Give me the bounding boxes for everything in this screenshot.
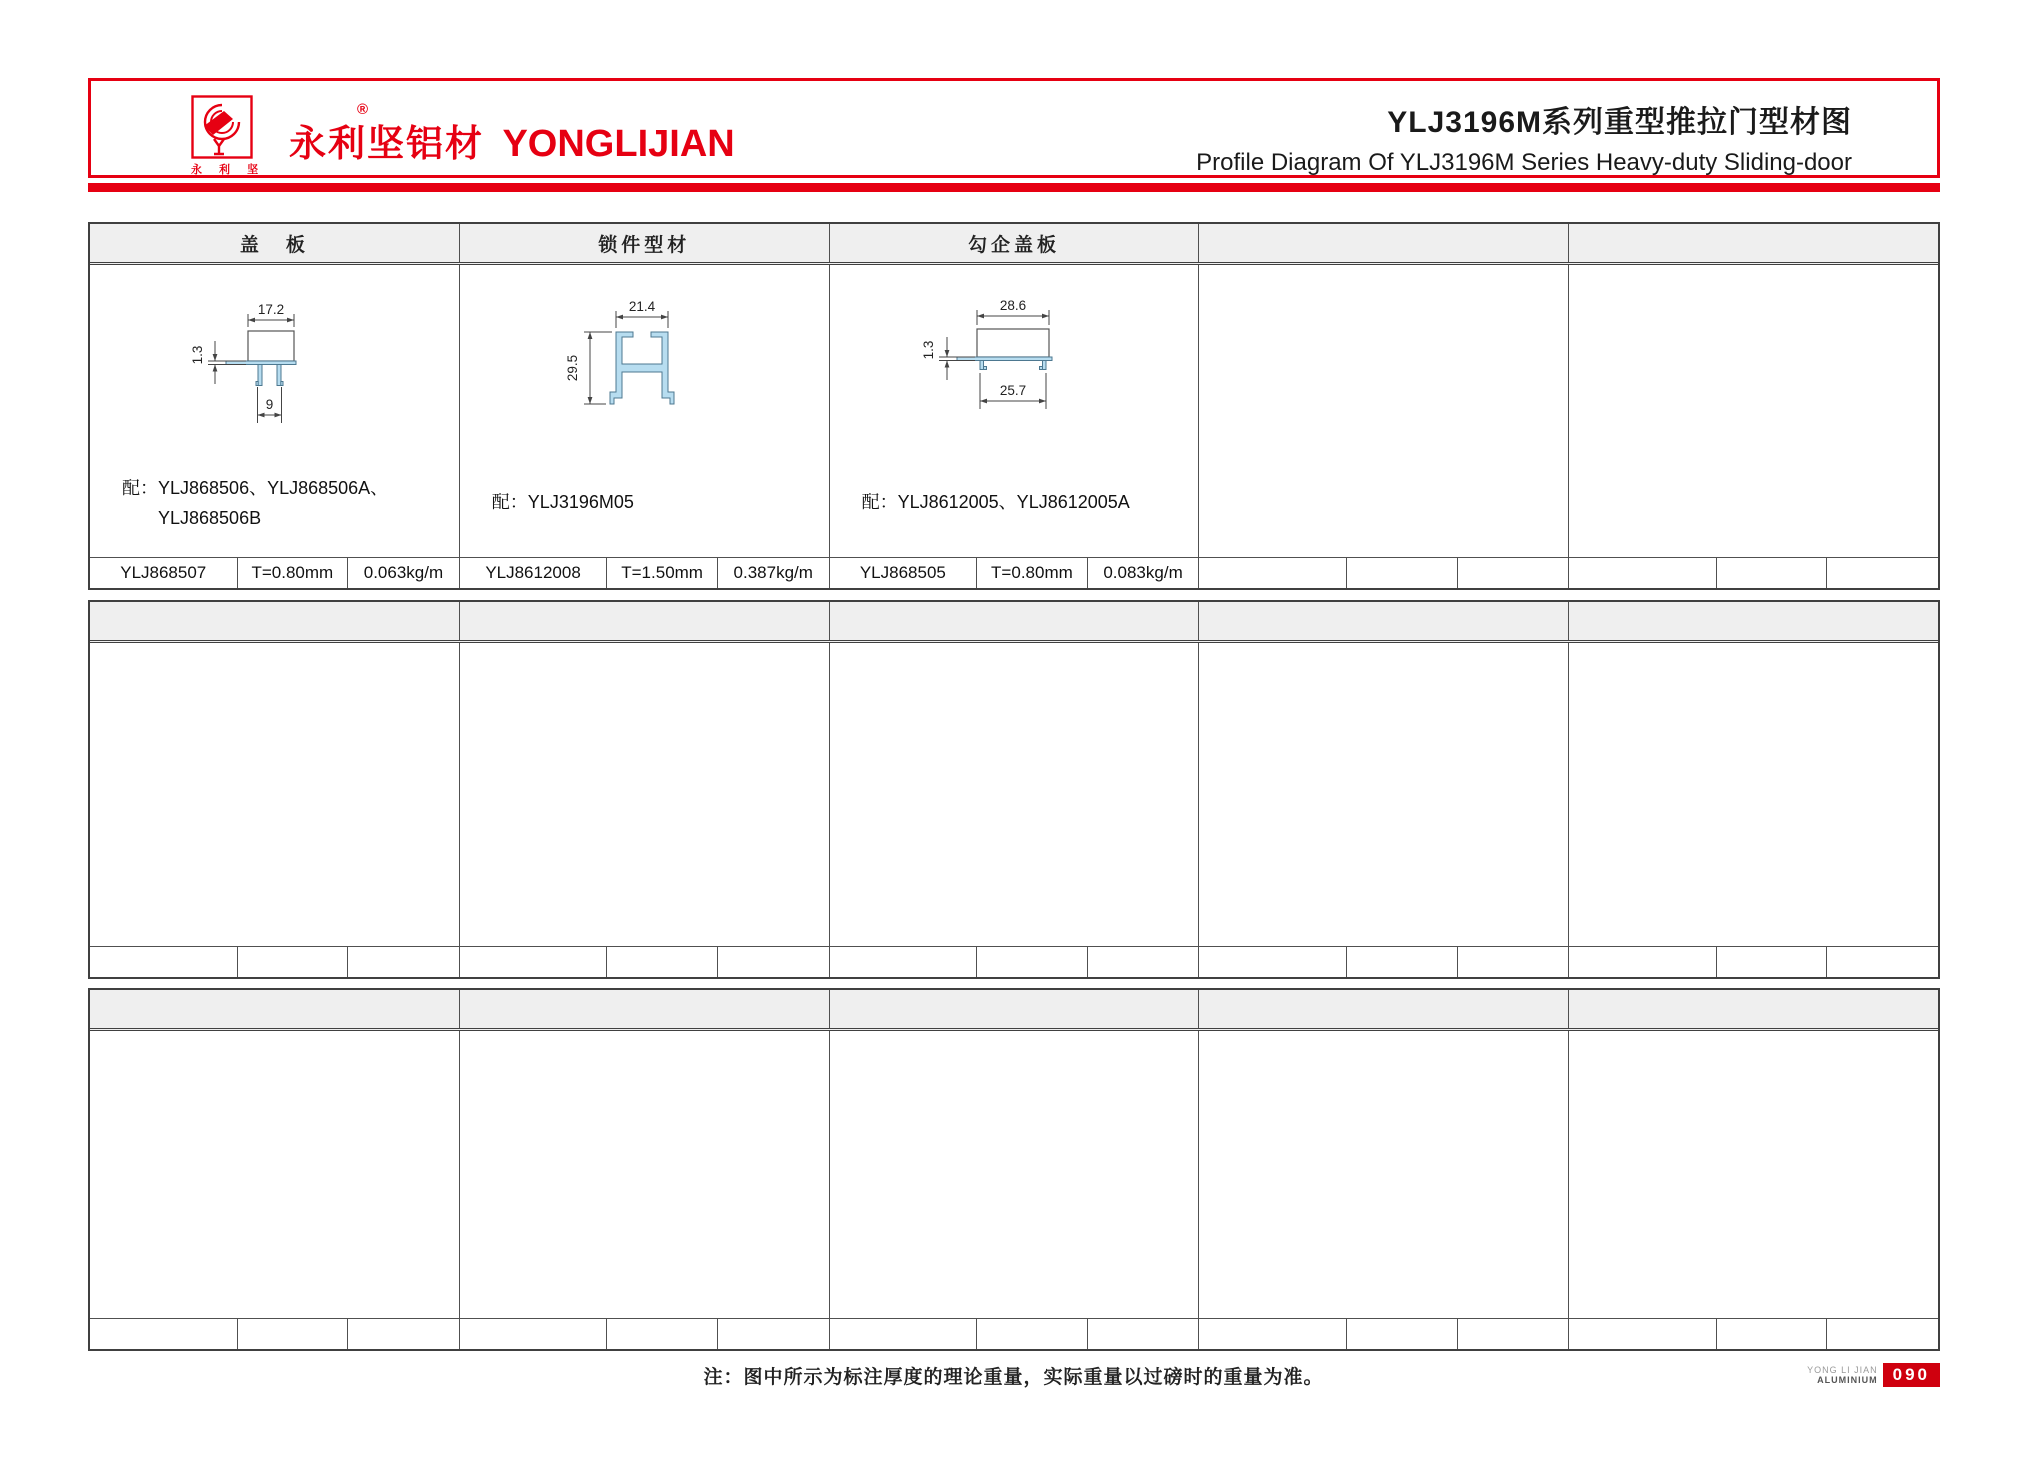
part-spec-group [1569,1319,1938,1349]
part-spec-group [1569,558,1938,588]
page-title-en: Profile Diagram Of YLJ3196M Series Heavy-duty Sliding-door [1196,149,1852,176]
header-rule [88,183,1940,192]
part-weight [1827,1319,1938,1349]
table1-body-row [90,265,1938,557]
part-thickness [977,1319,1088,1349]
matching-profiles-line2: YLJ868506B [158,508,262,528]
part-thickness: T=0.80mm [238,558,349,588]
table3-header-row [90,990,1938,1031]
page-title-cn: YLJ3196M系列重型推拉门型材图 [1387,106,1852,139]
column-header [90,990,460,1028]
profile-cell-lock-profile [460,265,830,557]
lock-profile-drawing [460,265,829,473]
matching-profiles-line1: 配：YLJ868506、YLJ868506A、 [122,478,389,498]
column-header [1569,602,1938,640]
column-header [1569,990,1938,1028]
table1-header-row [90,224,1938,265]
column-header [830,602,1200,640]
part-weight [1827,558,1938,588]
part-code [1199,558,1347,588]
part-weight [1458,558,1569,588]
matching-profiles-line1: 配：YLJ8612005、YLJ8612005A [861,492,1130,512]
table1-parts-row [90,557,1938,588]
brand-name-cn: 永利坚铝材 [289,123,484,164]
profile-cell-empty [90,1031,460,1318]
profile-cell-empty [460,1031,830,1318]
footer-brand-line1: YONG LI JIAN [1807,1365,1878,1375]
part-thickness [238,947,349,977]
part-thickness [607,1319,718,1349]
profile-cell-empty [1199,643,1569,946]
part-thickness: T=0.80mm [977,558,1088,588]
part-code: YLJ8612008 [460,558,608,588]
table2-body-row [90,643,1938,946]
part-thickness [1347,1319,1458,1349]
page-number-badge [1807,1363,1940,1387]
column-header [1569,224,1938,262]
part-spec-group [90,558,460,588]
brand-name-en: YONGLIJIAN [502,123,735,165]
hook-cover-drawing [830,265,1199,473]
part-code [1199,947,1347,977]
column-header [1199,224,1569,262]
matching-profiles [460,473,829,557]
part-code [90,947,238,977]
part-thickness [1347,947,1458,977]
part-spec-group [830,558,1200,588]
part-spec-group [1569,947,1938,977]
cover-plate-drawing [90,265,459,473]
brand-logo [191,95,369,177]
column-header: 盖 板 [90,224,460,262]
footer-brand-small [1807,1365,1878,1385]
part-weight: 0.063kg/m [363,563,444,582]
profile-table-2 [88,600,1940,979]
logo-caption: 永 利 坚 [191,164,266,176]
brand-logo-icon [191,95,253,159]
part-weight [1827,947,1938,977]
part-spec-group [460,558,830,588]
dim-label: 29.5 [565,354,581,382]
part-spec-group [830,1319,1200,1349]
profile-cell-empty [830,1031,1200,1318]
brand-name [289,113,735,167]
part-weight [1458,1319,1569,1349]
table2-header-row [90,602,1938,643]
part-spec-group [460,1319,830,1349]
part-code [90,1319,238,1349]
part-code [1199,1319,1347,1349]
dim-label: 9 [266,397,274,412]
matching-profiles-line1: 配：YLJ3196M05 [491,492,634,512]
dim-label: 17.2 [258,302,285,317]
part-spec-group [90,947,460,977]
column-header [830,990,1200,1028]
part-weight [718,1319,829,1349]
profile-cell-empty [460,643,830,946]
part-code [830,1319,978,1349]
part-spec-group [1199,947,1569,977]
part-code [830,947,978,977]
part-weight: 0.083kg/m [1103,563,1183,582]
part-spec-group [830,947,1200,977]
header [88,78,1940,178]
part-spec-group [1199,558,1569,588]
profile-cell-empty [1199,1031,1569,1318]
part-thickness [238,1319,349,1349]
part-code [1569,558,1717,588]
part-spec-group [460,947,830,977]
part-code [1569,1319,1717,1349]
page-title [1196,97,1852,177]
column-header [90,602,460,640]
profile-cell-empty [1569,265,1938,557]
footer-brand-line2: ALUMINIUM [1817,1375,1878,1385]
column-header [1199,990,1569,1028]
column-header [460,602,830,640]
column-header: 锁件型材 [460,224,830,262]
profile-cell-empty [1199,265,1569,557]
footer-note: 注：图中所示为标注厚度的理论重量，实际重量以过磅时的重量为准。 [703,1367,1324,1388]
part-thickness [1717,558,1828,588]
profile-table-1 [88,222,1940,590]
part-weight [348,1319,459,1349]
part-weight [348,947,459,977]
part-thickness [1717,947,1828,977]
profile-cell-empty [90,643,460,946]
part-thickness [1717,1319,1828,1349]
column-header: 勾企盖板 [830,224,1200,262]
part-code [460,1319,608,1349]
registered-mark: ® [357,101,369,118]
part-spec-group [1199,1319,1569,1349]
part-weight [718,947,829,977]
part-code [1569,947,1717,977]
column-header [1199,602,1569,640]
dim-label: 28.6 [999,298,1027,313]
part-weight [1458,947,1569,977]
table3-parts-row [90,1318,1938,1349]
part-weight [1088,1319,1199,1349]
profile-cell-empty [1569,1031,1938,1318]
dim-label: 25.7 [999,383,1027,398]
part-weight: 0.387kg/m [733,563,813,582]
matching-profiles [90,473,459,557]
profile-cell-hook-cover [830,265,1200,557]
part-code [460,947,608,977]
dim-label: 1.3 [920,340,936,360]
dim-label: 21.4 [629,299,656,314]
profile-table-3 [88,988,1940,1351]
part-thickness: T=1.50mm [607,558,718,588]
profile-cell-cover-plate [90,265,460,557]
part-thickness [607,947,718,977]
table3-body-row [90,1031,1938,1318]
table2-parts-row [90,946,1938,977]
part-spec-group [90,1319,460,1349]
profile-cell-empty [1569,643,1938,946]
dim-label: 1.3 [190,345,206,365]
column-header [460,990,830,1028]
matching-profiles [830,473,1199,557]
profile-cell-empty [830,643,1200,946]
part-code: YLJ868505 [830,558,978,588]
part-thickness [1347,558,1458,588]
part-thickness [977,947,1088,977]
page-number: 090 [1883,1363,1940,1387]
part-weight [1088,947,1199,977]
part-code: YLJ868507 [90,558,238,588]
